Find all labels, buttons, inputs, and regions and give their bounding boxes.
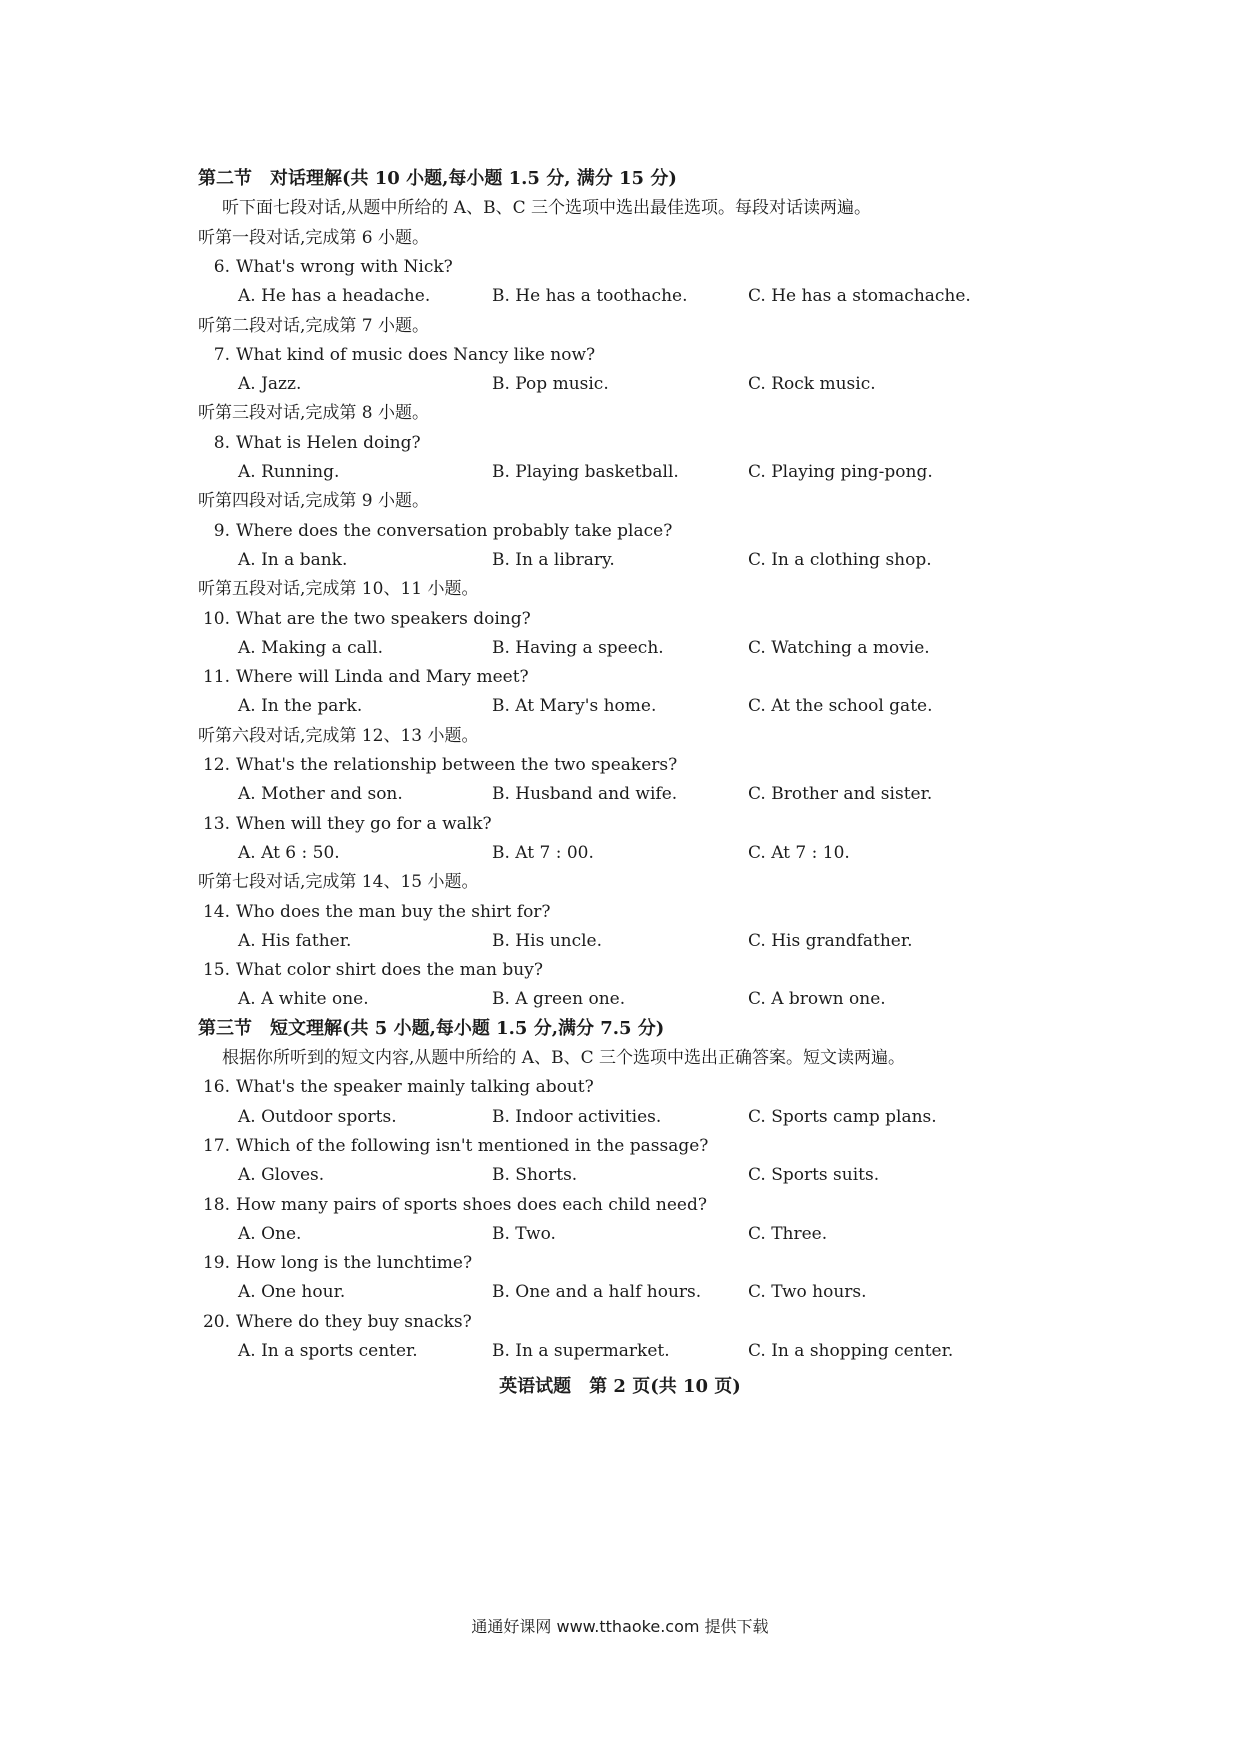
option-a: A. Making a call. (238, 637, 384, 658)
section-instruction: 听下面七段对话,从题中所给的 A、B、C 三个选项中选出最佳选项。每段对话读两遍。 (222, 198, 871, 219)
dialogue-intro: 听第六段对话,完成第 12、13 小题。 (198, 725, 479, 746)
question-text: What are the two speakers doing? (236, 608, 531, 629)
option-c: C. Playing ping-pong. (748, 462, 933, 482)
option-a: A. Mother and son. (238, 784, 403, 805)
option-b: B. Indoor activities. (492, 1106, 662, 1127)
option-a: A. Jazz. (238, 374, 302, 395)
dialogue-intro: 听第二段对话,完成第 7 小题。 (198, 315, 430, 336)
option-b: B. In a library. (492, 549, 615, 570)
dialogue-intro: 听第四段对话,完成第 9 小题。 (198, 491, 430, 512)
question-text: How long is the lunchtime? (236, 1253, 473, 1274)
option-c: C. In a shopping center. (748, 1341, 954, 1361)
option-c: C. Sports camp plans. (748, 1106, 937, 1127)
option-c: C. A brown one. (748, 989, 886, 1010)
option-b: B. Husband and wife. (492, 784, 678, 805)
option-b: B. One and a half hours. (492, 1282, 702, 1303)
question-number: 10. (202, 608, 230, 629)
option-b: B. Shorts. (492, 1165, 578, 1186)
option-c: C. In a clothing shop. (748, 549, 932, 570)
option-c: C. Three. (748, 1223, 828, 1244)
question-text: When will they go for a walk? (236, 813, 492, 834)
option-c: C. Watching a movie. (748, 637, 930, 658)
question-text: Where do they buy snacks? (236, 1311, 472, 1332)
section-instruction: 根据你所听到的短文内容,从题中所给的 A、B、C 三个选项中选出正确答案。短文读两遍。 (222, 1048, 905, 1068)
question-text: What's wrong with Nick? (236, 256, 453, 277)
option-b: B. In a supermarket. (492, 1341, 670, 1361)
question-number: 7. (213, 344, 230, 365)
option-b: B. His uncle. (492, 930, 603, 951)
page-footer: 英语试题 第 2 页(共 10 页) (499, 1376, 741, 1397)
option-c: C. He has a stomachache. (748, 286, 971, 307)
option-a: A. His father. (238, 930, 352, 951)
option-c: C. At 7 : 10. (748, 842, 850, 863)
option-a: A. Running. (238, 462, 340, 482)
question-text: Who does the man buy the shirt for? (236, 901, 551, 922)
option-b: B. Two. (492, 1223, 556, 1244)
option-a: A. At 6 : 50. (238, 842, 340, 863)
question-text: How many pairs of sports shoes does each child need? (236, 1194, 707, 1215)
option-a: A. In a bank. (238, 549, 348, 570)
dialogue-intro: 听第三段对话,完成第 8 小题。 (198, 403, 430, 424)
question-text: What's the speaker mainly talking about? (236, 1077, 594, 1098)
question-text: Where will Linda and Mary meet? (236, 667, 529, 688)
option-b: B. At Mary's home. (492, 696, 657, 717)
dialogue-intro: 听第七段对话,完成第 14、15 小题。 (198, 872, 479, 893)
question-number: 19. (202, 1253, 230, 1274)
question-number: 20. (202, 1311, 230, 1332)
option-b: B. Having a speech. (492, 637, 664, 658)
dialogue-intro: 听第五段对话,完成第 10、11 小题。 (198, 579, 479, 600)
question-number: 12. (202, 755, 230, 775)
question-text: What color shirt does the man buy? (236, 960, 543, 981)
option-b: B. He has a toothache. (492, 286, 688, 307)
section-heading: 第二节 对话理解(共 10 小题,每小题 1.5 分, 满分 15 分) (198, 168, 677, 189)
option-a: A. Gloves. (238, 1165, 325, 1186)
option-a: A. In a sports center. (238, 1341, 418, 1361)
question-number: 15. (202, 960, 230, 981)
option-a: A. Outdoor sports. (238, 1106, 397, 1127)
option-b: B. Playing basketball. (492, 462, 679, 482)
section-heading: 第三节 短文理解(共 5 小题,每小题 1.5 分,满分 7.5 分) (198, 1017, 665, 1039)
option-b: B. Pop music. (492, 374, 609, 395)
option-a: A. In the park. (238, 696, 363, 717)
question-number: 17. (202, 1135, 230, 1156)
option-c: C. Rock music. (748, 374, 876, 395)
question-number: 9. (213, 520, 230, 541)
option-b: B. At 7 : 00. (492, 842, 594, 863)
question-text: Where does the conversation probably take place? (236, 520, 673, 541)
question-number: 14. (202, 901, 230, 922)
question-text: What is Helen doing? (236, 432, 421, 453)
question-number: 16. (202, 1077, 230, 1098)
option-c: C. Brother and sister. (748, 784, 933, 805)
dialogue-intro: 听第一段对话,完成第 6 小题。 (198, 227, 430, 248)
question-text: What kind of music does Nancy like now? (236, 344, 596, 365)
option-a: A. He has a headache. (238, 286, 431, 307)
option-c: C. Two hours. (748, 1282, 867, 1303)
question-number: 13. (202, 813, 230, 834)
question-text: Which of the following isn't mentioned in the passage? (236, 1135, 709, 1156)
site-credit: 通通好课网 www.tthaoke.com 提供下载 (471, 1617, 769, 1636)
question-number: 18. (202, 1194, 230, 1215)
option-c: C. Sports suits. (748, 1165, 880, 1186)
option-a: A. One. (238, 1223, 302, 1244)
question-number: 6. (213, 256, 230, 277)
option-c: C. His grandfather. (748, 930, 913, 951)
question-number: 11. (202, 667, 230, 688)
option-c: C. At the school gate. (748, 696, 933, 717)
question-text: What's the relationship between the two speakers? (236, 755, 678, 775)
question-number: 8. (213, 432, 230, 453)
option-a: A. One hour. (238, 1282, 346, 1303)
option-a: A. A white one. (238, 989, 369, 1010)
option-b: B. A green one. (492, 989, 626, 1010)
